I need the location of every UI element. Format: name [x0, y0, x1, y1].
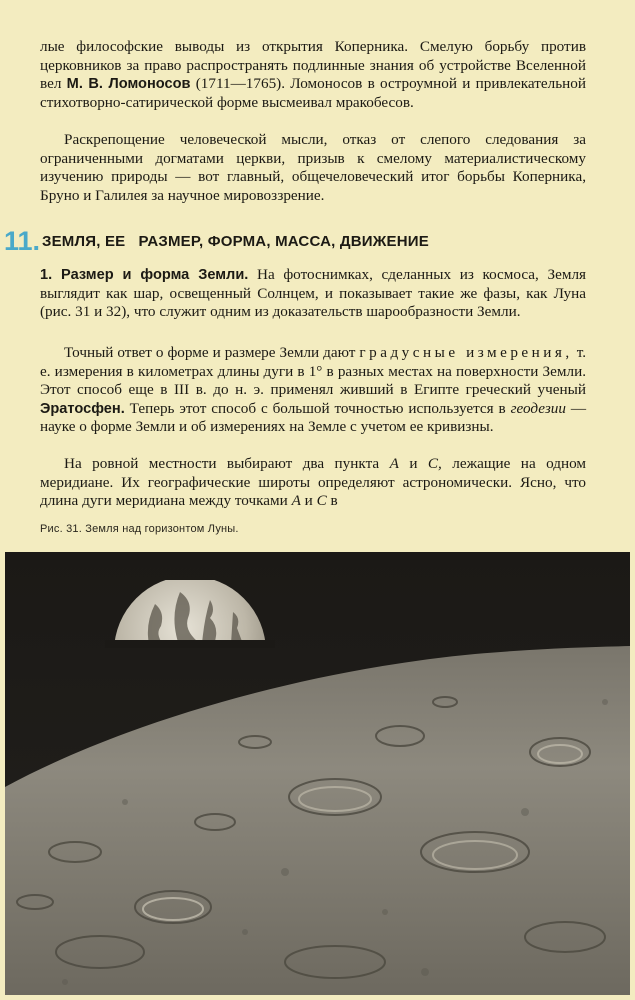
name-eratosthenes: Эратосфен.: [40, 400, 125, 417]
name-lomonosov: М. В. Ломоносов: [66, 76, 191, 93]
paragraph-lomonosov: [40, 38, 586, 112]
subsection-heading: 1. Размер и форма Земли.: [40, 267, 249, 283]
paragraph-text: На фотоснимках, сделанных из космоса, Земля выглядит как шар, освещенный Солнцем, и показывает такие же фазы, как Луна (рис. 31 и 32), что служит одним из доказательств шарообразности Земли.: [40, 266, 587, 321]
paragraph-text: и: [409, 455, 418, 472]
paragraph-text: Точный ответ о форме и размере Земли дают: [64, 344, 356, 361]
paragraph-text: — науке о форме Земли и об измерениях на Земле с учетом ее кривизны.: [40, 399, 587, 436]
earthrise-photo: [5, 552, 630, 995]
paragraph-text: т. е. измерения в километрах длины дуги в 1° в разных местах на поверхности Земли. Этот способ еще в III в. до н. э. применял живший в Египте греческий ученый: [40, 344, 586, 399]
paragraph-copernicus: [40, 131, 586, 205]
paragraph-shape: [40, 266, 586, 322]
point-c: С: [316, 492, 327, 510]
paragraph-text: и: [304, 492, 313, 510]
paragraph-degree-measurements: [40, 344, 586, 437]
section-number: 11.: [4, 226, 41, 256]
paragraph-text: Теперь этот способ с большой точностью используется в: [129, 399, 506, 417]
point-a: А: [389, 455, 399, 472]
paragraph-text: Раскрепощение человеческой мысли, отказ от слепого следования за ограниченными догматами церкви, призыв к смелому материалистическому изучению природы — вот главный, общечеловеческий итог борьбы Коперника, Бруно и Галилея за научное мировоззрение.: [40, 131, 586, 204]
point-a: А: [291, 492, 301, 510]
paragraph-text: (1711—1765). Ломоносов в остроумной и привлекательной стихотворно-сатирической форме высмеивал мракобесов.: [40, 75, 586, 111]
point-c: С,: [427, 455, 442, 472]
term-geodesy: геодезии: [510, 399, 566, 417]
section-title: ЗЕМЛЯ, ЕЕ РАЗМЕР, ФОРМА, МАССА, ДВИЖЕНИЕ: [42, 233, 429, 250]
figure-caption: Рис. 31. Земля над горизонтом Луны.: [40, 523, 239, 535]
paragraph-text: в: [330, 492, 338, 510]
section-heading: [0, 226, 635, 256]
paragraph-text: На ровной местности выбирают два пункта: [64, 455, 380, 472]
term-degree-measurements: градусные измерения,: [359, 344, 573, 361]
paragraph-text: лежащие на одном меридиане. Их географические широты определяют астрономически. Ясно, что длина дуги меридиана между точками: [40, 455, 587, 510]
paragraph-text: лые философские выводы из открытия Коперника. Смелую борьбу против церковников за право распространять подлинные знания об устройстве Вселенной вел: [40, 38, 586, 93]
paragraph-meridian: [40, 455, 586, 511]
